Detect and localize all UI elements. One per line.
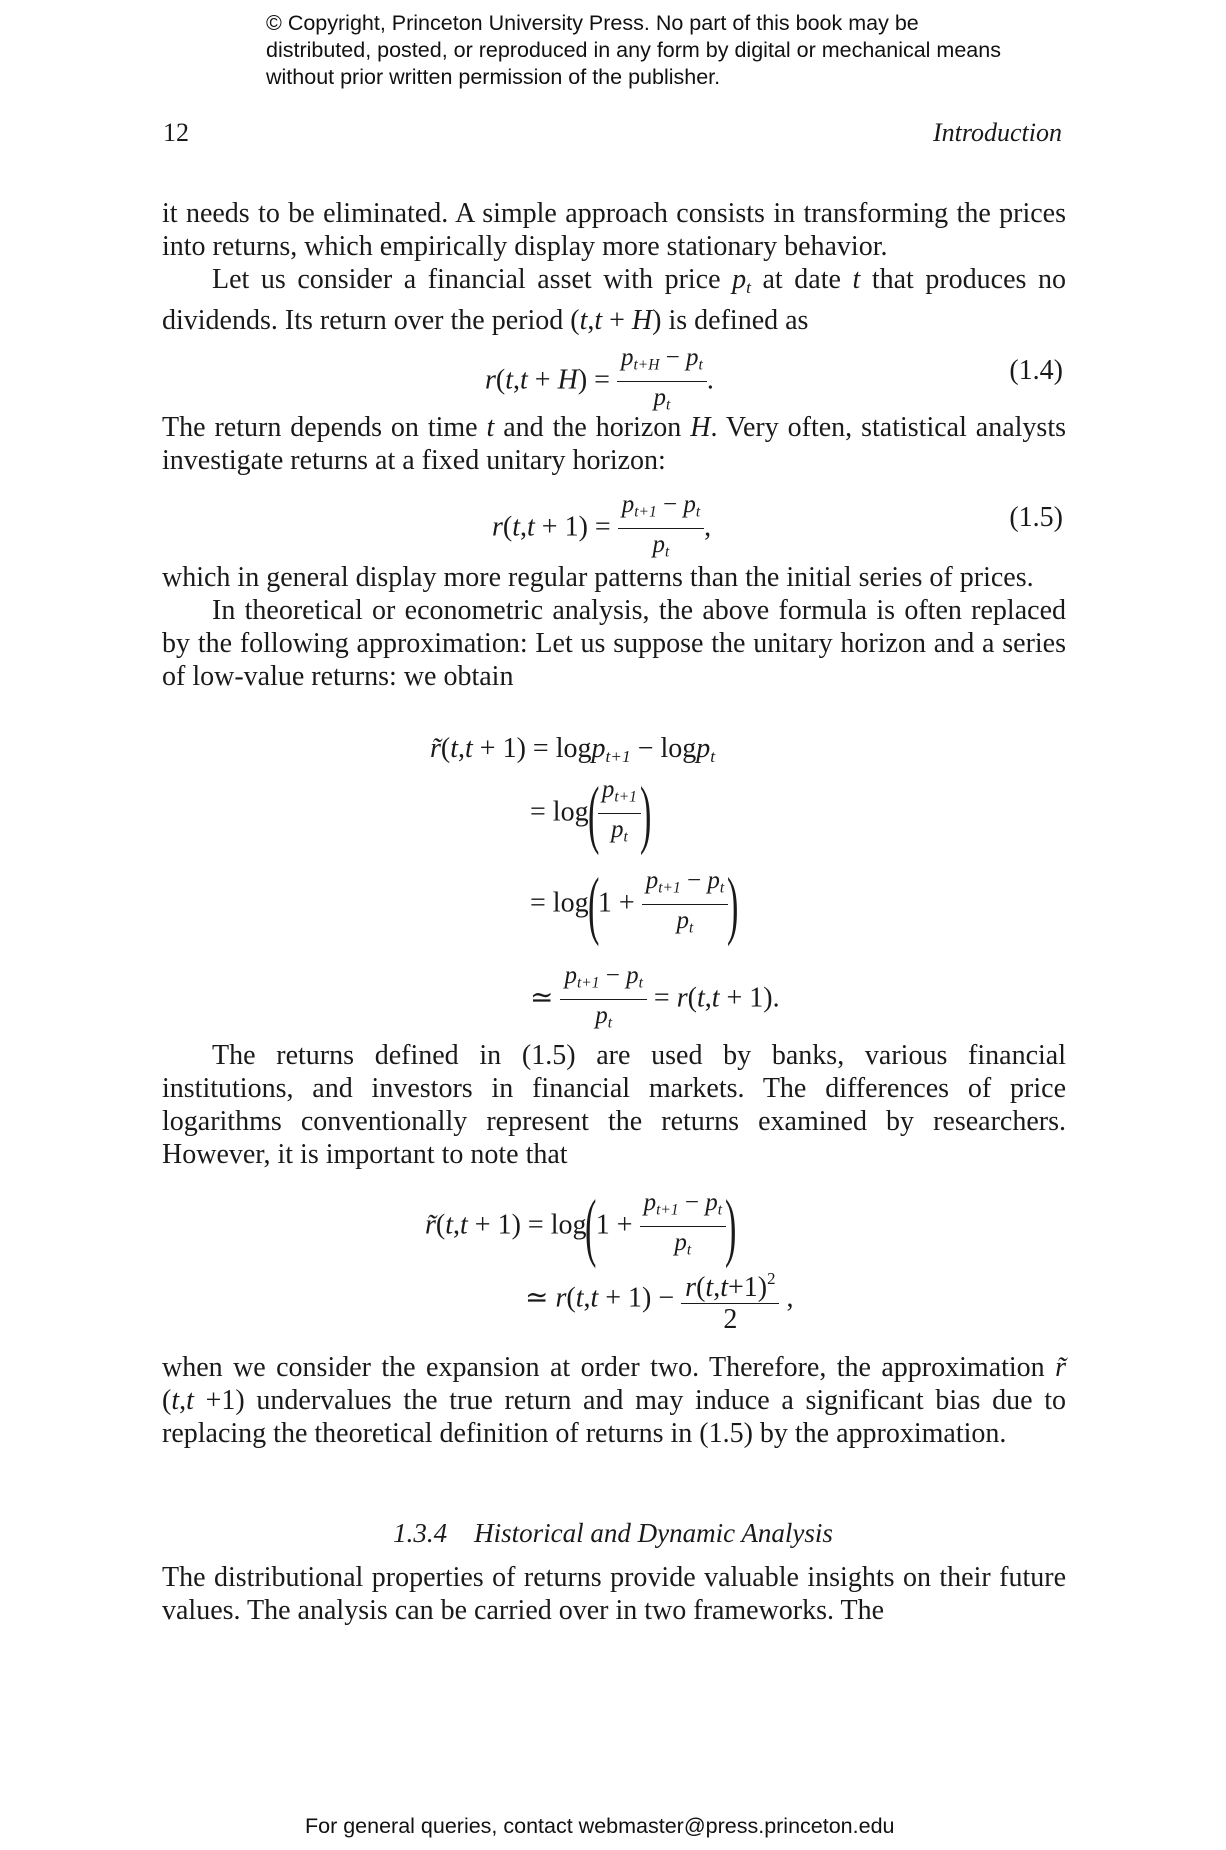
paragraph: In theoretical or econometric analysis, the above formula is often replaced by the following approximation: Let us suppose the unitary horizon and a series of low-value returns: we obtain <box>162 595 1066 692</box>
chapter-title: Introduction <box>932 118 1062 147</box>
paragraph: The distributional properties of returns provide valuable insights on their future values. The analysis can be carried over in two frameworks. The <box>162 1562 1066 1626</box>
body-text-block-1 <box>162 197 1066 337</box>
approx-line-3: = log(1 + $\frac{p_{t+1} - p_t}{p_t}$ ) <box>530 863 739 948</box>
section-heading: 1.3.4 Historical and Dynamic Analysis <box>393 1518 833 1548</box>
body-text-block-3 <box>162 561 1066 693</box>
body-text-block-2 <box>162 411 1066 477</box>
paragraph: The returns defined in (1.5) are used by banks, various financial institutions, and investors in financial markets. The differences of price logarithms conventionally represent the returns examined by researchers. However, it is important to note that <box>162 1040 1066 1170</box>
equation-number: (1.5) <box>1009 502 1063 533</box>
approx-line-2: = log( $\frac{p_{t+1}}{p_t}$ ) <box>530 772 652 857</box>
footer-contact: For general queries, contact webmaster@press.princeton.edu <box>305 1814 895 1838</box>
equation-1-4: r(t,t + H) = $\frac{p_{t+H} - p_t}{p_t}$ . <box>485 343 714 421</box>
approx-line-4: ≃ $\frac{p_{t+1} - p_t}{p_t}$ = r(t,t + 1). <box>530 961 780 1039</box>
page-number: 12 <box>163 118 189 147</box>
paragraph: when we consider the expansion at order two. Therefore, the approximation r̃ (t,t +1) undervalues the true return and may induce a significant bias due to replacing the theoretical definition of returns in (1.5) by the approximation. <box>162 1352 1067 1449</box>
paragraph: Let us consider a financial asset with price $p_t$ at date t that produces no dividends. Its return over the period (t,t + H) is defined as <box>162 264 1066 337</box>
equation-number: (1.4) <box>1009 355 1063 386</box>
body-text-block-4 <box>162 1039 1066 1171</box>
paragraph: it needs to be eliminated. A simple approach consists in transforming the prices into returns, which empirically display more stationary behavior. <box>162 198 1066 262</box>
expansion-line-2: ≃ r(t,t + 1) − $\frac{r(t,t+1)^2}{2}$ , <box>525 1269 794 1335</box>
paragraph: which in general display more regular patterns than the initial series of prices. <box>162 562 1034 593</box>
equation-1-5: r(t,t + 1) = $\frac{p_{t+1} - p_t}{p_t}$ , <box>492 490 711 568</box>
approx-line-1: r̃(t,t + 1) = logp$_{t+1}$ − logp$_t$ <box>430 733 716 767</box>
paragraph: The return depends on time t and the horizon H. Very often, statistical analysts investigate returns at a fixed unitary horizon: <box>162 412 1066 476</box>
body-text-block-6 <box>162 1561 1066 1627</box>
body-text-block-5 <box>162 1351 1066 1450</box>
copyright-notice: © Copyright, Princeton University Press. No part of this book may be distributed, posted, or reproduced in any form by digital or mechanical means without prior written permission of the publisher. <box>266 11 1001 89</box>
expansion-line-1: r̃(t,t + 1) = log(1 + $\frac{p_{t+1} - p_t}{p_t}$ ) <box>425 1185 737 1270</box>
